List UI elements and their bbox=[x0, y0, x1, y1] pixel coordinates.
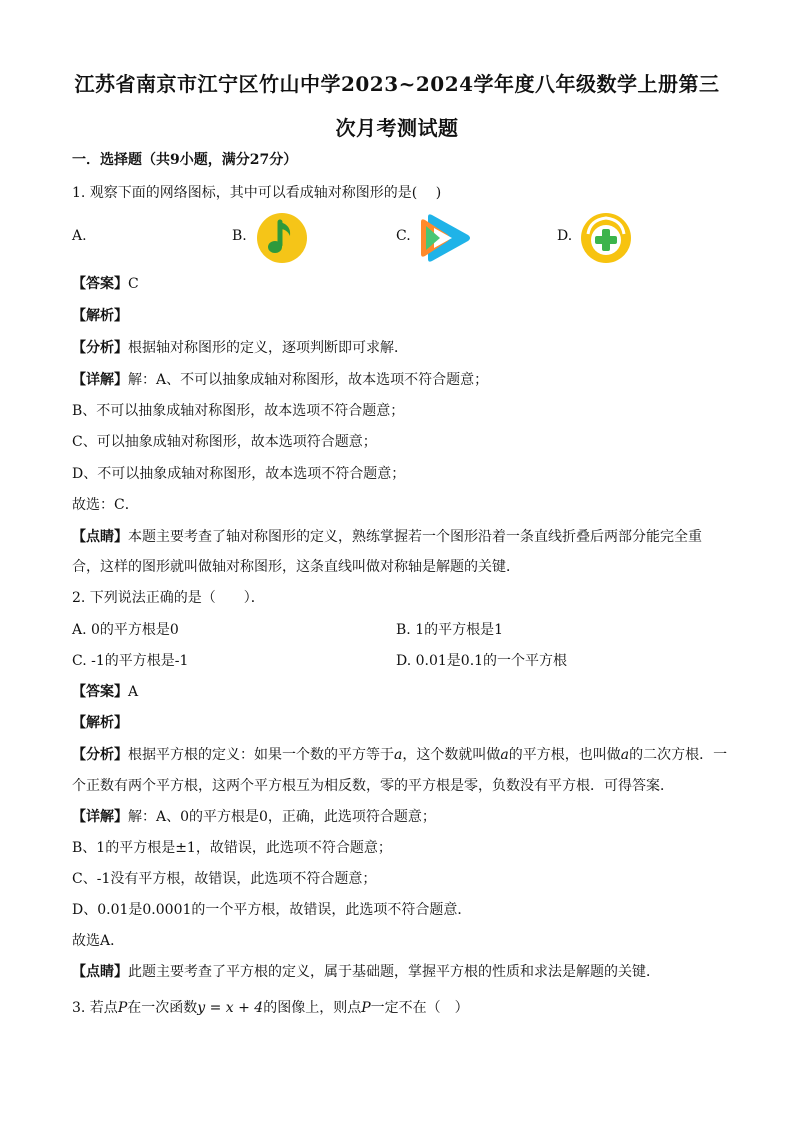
video-play-icon bbox=[418, 212, 474, 264]
q1-stem: 1. 观察下面的网络图标，其中可以看成轴对称图形的是( ) bbox=[72, 185, 442, 201]
q1-dianjing bbox=[72, 527, 702, 547]
fenxi-text: ，这个数就叫做 bbox=[402, 747, 501, 763]
q1-detail-line: C、可以抽象成轴对称图形，故本选项符合题意； bbox=[72, 434, 377, 450]
q3-stem-part: 一定不在（ ） bbox=[370, 1000, 469, 1016]
q2-option-c: C. -1的平方根是-1 bbox=[72, 653, 189, 669]
xiangjie-text: 解：A、0的平方根是0，正确，此选项符合题意； bbox=[128, 809, 436, 825]
q2-option-d: D. 0.01是0.1的一个平方根 bbox=[396, 653, 568, 669]
variable-a: a bbox=[500, 747, 509, 763]
fenxi-tag: 【分析】 bbox=[72, 747, 128, 763]
document-title-line1: 江苏省南京市江宁区竹山中学2023~2024学年度八年级数学上册第三 bbox=[74, 72, 720, 96]
q2-detail-line: C、-1没有平方根，故错误，此选项不符合题意； bbox=[72, 871, 377, 887]
dianjing-text: 此题主要考查了平方根的定义，属于基础题，掌握平方根的性质和求法是解题的关键． bbox=[128, 964, 660, 980]
q2-conclusion: 故选A． bbox=[72, 933, 125, 949]
dianjing-text: 本题主要考查了轴对称图形的定义，熟练掌握若一个图形沿着一条直线折叠后两部分能完全重 bbox=[128, 529, 702, 545]
variable-a: a bbox=[394, 747, 403, 763]
q2-xiangjie bbox=[72, 807, 436, 827]
music-note-icon bbox=[256, 212, 308, 264]
q1-conclusion: 故选：C． bbox=[72, 497, 139, 513]
section-heading: 一．选择题（共9小题，满分27分） bbox=[72, 152, 298, 168]
variable-p: P bbox=[117, 1000, 128, 1016]
q1-option-c: C. bbox=[396, 228, 411, 244]
q1-analysis-tag: 【解析】 bbox=[72, 308, 128, 324]
answer-value: C bbox=[128, 276, 139, 292]
q3-stem-part: 3. 若点 bbox=[72, 1000, 118, 1016]
q2-dianjing bbox=[72, 962, 660, 982]
q2-fenxi-cont: 个正数有两个平方根，这两个平方根互为相反数，零的平方根是零，负数没有平方根．可得答案． bbox=[72, 778, 674, 794]
q1-detail-line: D、不可以抽象成轴对称图形，故本选项不符合题意； bbox=[72, 466, 406, 482]
document-title-line2: 次月考测试题 bbox=[335, 116, 459, 140]
function-expression: y = x + 4 bbox=[197, 1000, 264, 1016]
q2-fenxi bbox=[72, 745, 727, 765]
q1-detail-line: B、不可以抽象成轴对称图形，故本选项不符合题意； bbox=[72, 403, 405, 419]
dianjing-tag: 【点睛】 bbox=[72, 529, 128, 545]
fenxi-text: 根据轴对称图形的定义，逐项判断即可求解． bbox=[128, 340, 408, 356]
q2-detail-line: D、0.01是0.0001的一个平方根，故错误，此选项不符合题意． bbox=[72, 902, 472, 918]
q2-option-a: A. 0的平方根是0 bbox=[72, 622, 179, 638]
q1-fenxi bbox=[72, 338, 408, 358]
q3-stem-part: 在一次函数 bbox=[127, 1000, 198, 1016]
variable-a: a bbox=[620, 747, 630, 763]
q1-xiangjie bbox=[72, 370, 488, 390]
q2-stem: 2. 下列说法正确的是（ ）． bbox=[72, 590, 265, 606]
variable-p: P bbox=[361, 1000, 371, 1016]
q2-option-b: B. 1的平方根是1 bbox=[396, 622, 504, 638]
xiangjie-tag: 【详解】 bbox=[72, 809, 128, 825]
fenxi-text: 根据平方根的定义：如果一个数的平方等于 bbox=[128, 747, 394, 763]
q2-detail-line: B、1的平方根是±1，故错误，此选项不符合题意； bbox=[72, 840, 392, 856]
fenxi-text: 的二次方根．一 bbox=[629, 747, 728, 763]
answer-tag: 【答案】 bbox=[72, 276, 128, 292]
answer-value: A bbox=[128, 684, 139, 700]
q1-option-b: B. bbox=[232, 228, 247, 244]
fenxi-text: 的平方根，也叫做 bbox=[508, 747, 621, 763]
answer-tag: 【答案】 bbox=[72, 684, 128, 700]
q3-stem bbox=[72, 998, 469, 1018]
dianjing-tag: 【点睛】 bbox=[72, 964, 128, 980]
q1-dianjing-cont: 合，这样的图形就叫做轴对称图形，这条直线叫做对称轴是解题的关键． bbox=[72, 559, 520, 575]
plus-circle-icon bbox=[580, 212, 632, 264]
xiangjie-text: 解：A、不可以抽象成轴对称图形，故本选项不符合题意； bbox=[128, 372, 489, 388]
q3-stem-part: 的图像上，则点 bbox=[263, 1000, 362, 1016]
q1-answer bbox=[72, 274, 139, 294]
q2-answer bbox=[72, 682, 138, 702]
q1-option-d: D. bbox=[557, 228, 573, 244]
q2-analysis-tag: 【解析】 bbox=[72, 715, 128, 731]
q1-option-a: A. bbox=[72, 228, 87, 244]
xiangjie-tag: 【详解】 bbox=[72, 372, 128, 388]
fenxi-tag: 【分析】 bbox=[72, 340, 128, 356]
